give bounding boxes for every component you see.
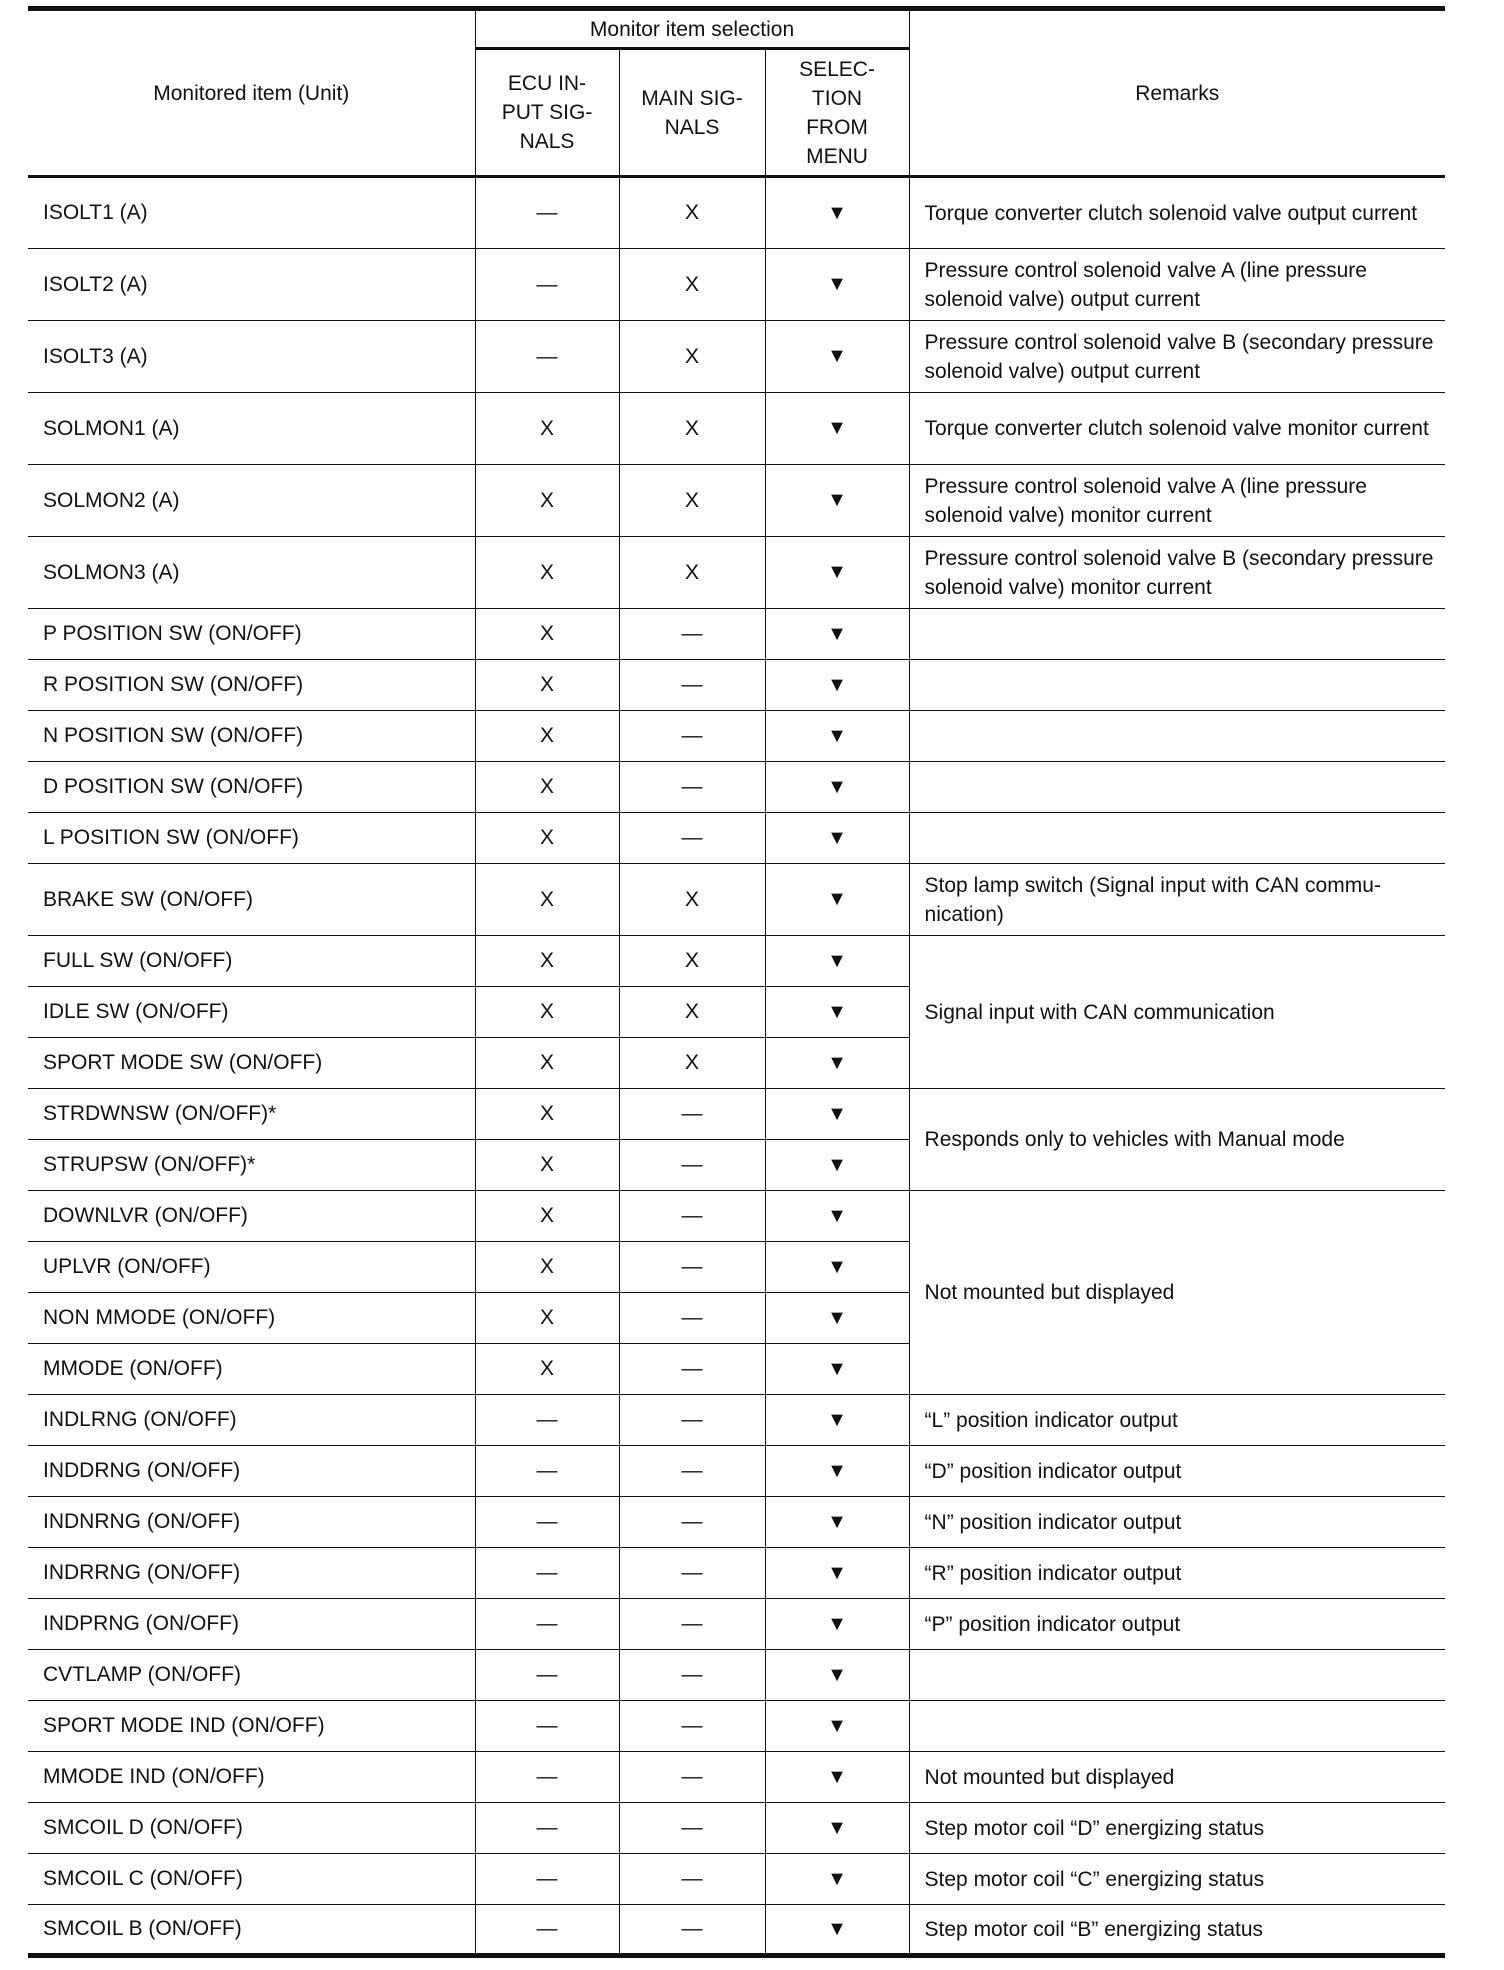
ecu-input-signals-cell: —	[475, 177, 619, 249]
monitored-item-cell: IDLE SW (ON/OFF)	[28, 987, 475, 1038]
table-row	[28, 465, 1445, 537]
table-row	[28, 660, 1445, 711]
ecu-input-signals-cell: —	[475, 1599, 619, 1650]
selection-from-menu-icon: ▼	[765, 660, 909, 711]
selection-from-menu-icon: ▼	[765, 1191, 909, 1242]
monitored-item-cell: BRAKE SW (ON/OFF)	[28, 864, 475, 936]
remarks-cell	[909, 1650, 1445, 1701]
header-ecu-input-signals: ECU IN- PUT SIG- NALS	[475, 49, 619, 177]
header-main-signals: MAIN SIG- NALS	[619, 49, 765, 177]
ecu-input-signals-cell: X	[475, 1140, 619, 1191]
main-signals-cell: —	[619, 813, 765, 864]
remarks-cell	[909, 1701, 1445, 1752]
selection-from-menu-icon: ▼	[765, 1599, 909, 1650]
table-row	[28, 393, 1445, 465]
ecu-input-signals-cell: X	[475, 609, 619, 660]
table-row	[28, 1497, 1445, 1548]
monitored-item-cell: ISOLT2 (A)	[28, 249, 475, 321]
monitored-item-cell: FULL SW (ON/OFF)	[28, 936, 475, 987]
selection-from-menu-icon: ▼	[765, 1140, 909, 1191]
main-signals-cell: —	[619, 1242, 765, 1293]
monitored-item-cell: D POSITION SW (ON/OFF)	[28, 762, 475, 813]
remarks-cell: Not mounted but displayed	[909, 1752, 1445, 1803]
selection-from-menu-icon: ▼	[765, 1548, 909, 1599]
monitored-item-cell: STRDWNSW (ON/OFF)*	[28, 1089, 475, 1140]
monitored-item-cell: R POSITION SW (ON/OFF)	[28, 660, 475, 711]
main-signals-cell: —	[619, 1089, 765, 1140]
selection-from-menu-icon: ▼	[765, 537, 909, 609]
table-row	[28, 321, 1445, 393]
selection-from-menu-icon: ▼	[765, 1038, 909, 1089]
ecu-input-signals-cell: —	[475, 1446, 619, 1497]
monitored-item-cell: SMCOIL B (ON/OFF)	[28, 1905, 475, 1956]
table-row	[28, 609, 1445, 660]
main-signals-cell: —	[619, 1752, 765, 1803]
ecu-input-signals-cell: X	[475, 864, 619, 936]
ecu-input-signals-cell: X	[475, 987, 619, 1038]
table-row	[28, 177, 1445, 249]
ecu-input-signals-cell: —	[475, 1395, 619, 1446]
monitored-item-cell: NON MMODE (ON/OFF)	[28, 1293, 475, 1344]
main-signals-cell: —	[619, 762, 765, 813]
remarks-cell: “P” position indicator output	[909, 1599, 1445, 1650]
main-signals-cell: X	[619, 537, 765, 609]
main-signals-cell: —	[619, 1548, 765, 1599]
remarks-cell	[909, 813, 1445, 864]
remarks-cell	[909, 609, 1445, 660]
selection-from-menu-icon: ▼	[765, 321, 909, 393]
remarks-cell: Step motor coil “D” energizing status	[909, 1803, 1445, 1854]
main-signals-cell: —	[619, 1446, 765, 1497]
selection-from-menu-icon: ▼	[765, 711, 909, 762]
main-signals-cell: X	[619, 1038, 765, 1089]
ecu-input-signals-cell: —	[475, 1548, 619, 1599]
main-signals-cell: —	[619, 1854, 765, 1905]
selection-from-menu-icon: ▼	[765, 1803, 909, 1854]
main-signals-cell: —	[619, 660, 765, 711]
monitored-item-cell: CVTLAMP (ON/OFF)	[28, 1650, 475, 1701]
monitored-item-cell: INDNRNG (ON/OFF)	[28, 1497, 475, 1548]
selection-from-menu-icon: ▼	[765, 1446, 909, 1497]
ecu-input-signals-cell: X	[475, 1089, 619, 1140]
table-row	[28, 537, 1445, 609]
remarks-cell: “D” position indicator output	[909, 1446, 1445, 1497]
selection-from-menu-icon: ▼	[765, 465, 909, 537]
monitored-item-cell: DOWNLVR (ON/OFF)	[28, 1191, 475, 1242]
main-signals-cell: —	[619, 1395, 765, 1446]
selection-from-menu-icon: ▼	[765, 1752, 909, 1803]
remarks-cell	[909, 762, 1445, 813]
ecu-input-signals-cell: X	[475, 711, 619, 762]
ecu-input-signals-cell: —	[475, 321, 619, 393]
table-row	[28, 1803, 1445, 1854]
main-signals-cell: X	[619, 177, 765, 249]
table-row	[28, 1599, 1445, 1650]
selection-from-menu-icon: ▼	[765, 1344, 909, 1395]
table-row	[28, 1752, 1445, 1803]
main-signals-cell: —	[619, 1191, 765, 1242]
table-row	[28, 1446, 1445, 1497]
ecu-input-signals-cell: X	[475, 936, 619, 987]
table-row	[28, 1650, 1445, 1701]
main-signals-cell: —	[619, 1293, 765, 1344]
remarks-cell: Pressure control solenoid valve A (line pressure solenoid valve) output current	[909, 249, 1445, 321]
table-row	[28, 762, 1445, 813]
monitored-item-cell: L POSITION SW (ON/OFF)	[28, 813, 475, 864]
main-signals-cell: X	[619, 249, 765, 321]
ecu-input-signals-cell: —	[475, 1650, 619, 1701]
main-signals-cell: X	[619, 987, 765, 1038]
selection-from-menu-icon: ▼	[765, 609, 909, 660]
selection-from-menu-icon: ▼	[765, 177, 909, 249]
ecu-input-signals-cell: X	[475, 537, 619, 609]
table-row	[28, 813, 1445, 864]
table-row	[28, 1701, 1445, 1752]
monitored-item-cell: ISOLT1 (A)	[28, 177, 475, 249]
table-row	[28, 1089, 1445, 1140]
selection-from-menu-icon: ▼	[765, 1854, 909, 1905]
monitored-item-cell: SMCOIL C (ON/OFF)	[28, 1854, 475, 1905]
selection-from-menu-icon: ▼	[765, 813, 909, 864]
ecu-input-signals-cell: X	[475, 393, 619, 465]
selection-from-menu-icon: ▼	[765, 1701, 909, 1752]
monitored-item-cell: SMCOIL D (ON/OFF)	[28, 1803, 475, 1854]
main-signals-cell: X	[619, 393, 765, 465]
ecu-input-signals-cell: X	[475, 1242, 619, 1293]
ecu-input-signals-cell: —	[475, 249, 619, 321]
remarks-cell: “L” position indicator output	[909, 1395, 1445, 1446]
remarks-cell: Step motor coil “C” energizing status	[909, 1854, 1445, 1905]
remarks-cell: “R” position indicator output	[909, 1548, 1445, 1599]
remarks-cell: Stop lamp switch (Signal input with CAN commu-nication)	[909, 864, 1445, 936]
ecu-input-signals-cell: —	[475, 1905, 619, 1956]
remarks-cell: Responds only to vehicles with Manual mode	[909, 1089, 1445, 1191]
remarks-cell: Pressure control solenoid valve B (secondary pressure solenoid valve) monitor current	[909, 537, 1445, 609]
selection-from-menu-icon: ▼	[765, 1650, 909, 1701]
main-signals-cell: X	[619, 864, 765, 936]
remarks-cell	[909, 711, 1445, 762]
remarks-cell: Not mounted but displayed	[909, 1191, 1445, 1395]
remarks-cell: Torque converter clutch solenoid valve monitor current	[909, 393, 1445, 465]
monitored-item-cell: INDLRNG (ON/OFF)	[28, 1395, 475, 1446]
selection-from-menu-icon: ▼	[765, 936, 909, 987]
selection-from-menu-icon: ▼	[765, 864, 909, 936]
monitor-item-table	[28, 6, 1445, 1958]
table-row	[28, 1191, 1445, 1242]
selection-from-menu-icon: ▼	[765, 1089, 909, 1140]
monitored-item-cell: SOLMON1 (A)	[28, 393, 475, 465]
selection-from-menu-icon: ▼	[765, 1905, 909, 1956]
remarks-cell	[909, 660, 1445, 711]
monitored-item-cell: P POSITION SW (ON/OFF)	[28, 609, 475, 660]
ecu-input-signals-cell: X	[475, 1293, 619, 1344]
monitored-item-cell: INDRRNG (ON/OFF)	[28, 1548, 475, 1599]
main-signals-cell: —	[619, 1140, 765, 1191]
main-signals-cell: —	[619, 1701, 765, 1752]
monitored-item-cell: INDPRNG (ON/OFF)	[28, 1599, 475, 1650]
main-signals-cell: X	[619, 465, 765, 537]
selection-from-menu-icon: ▼	[765, 1497, 909, 1548]
monitored-item-cell: SPORT MODE IND (ON/OFF)	[28, 1701, 475, 1752]
ecu-input-signals-cell: —	[475, 1854, 619, 1905]
main-signals-cell: —	[619, 609, 765, 660]
ecu-input-signals-cell: —	[475, 1497, 619, 1548]
selection-from-menu-icon: ▼	[765, 1395, 909, 1446]
remarks-cell: Signal input with CAN communication	[909, 936, 1445, 1089]
monitored-item-cell: SOLMON3 (A)	[28, 537, 475, 609]
remarks-cell: Pressure control solenoid valve A (line pressure solenoid valve) monitor current	[909, 465, 1445, 537]
table-row	[28, 864, 1445, 936]
monitored-item-cell: ISOLT3 (A)	[28, 321, 475, 393]
main-signals-cell: —	[619, 1803, 765, 1854]
monitored-item-cell: SOLMON2 (A)	[28, 465, 475, 537]
remarks-cell: Torque converter clutch solenoid valve output current	[909, 177, 1445, 249]
ecu-input-signals-cell: X	[475, 1344, 619, 1395]
header-selection-from-menu: SELEC- TION FROM MENU	[765, 49, 909, 177]
selection-from-menu-icon: ▼	[765, 249, 909, 321]
monitored-item-cell: MMODE IND (ON/OFF)	[28, 1752, 475, 1803]
main-signals-cell: X	[619, 321, 765, 393]
monitored-item-cell: MMODE (ON/OFF)	[28, 1344, 475, 1395]
ecu-input-signals-cell: —	[475, 1701, 619, 1752]
main-signals-cell: —	[619, 1344, 765, 1395]
ecu-input-signals-cell: —	[475, 1803, 619, 1854]
monitored-item-cell: STRUPSW (ON/OFF)*	[28, 1140, 475, 1191]
ecu-input-signals-cell: X	[475, 1191, 619, 1242]
table-row	[28, 711, 1445, 762]
main-signals-cell: —	[619, 1650, 765, 1701]
remarks-cell: Step motor coil “B” energizing status	[909, 1905, 1445, 1956]
ecu-input-signals-cell: X	[475, 813, 619, 864]
header-remarks: Remarks	[909, 9, 1445, 177]
table-row	[28, 1854, 1445, 1905]
main-signals-cell: —	[619, 1599, 765, 1650]
main-signals-cell: —	[619, 1905, 765, 1956]
selection-from-menu-icon: ▼	[765, 1293, 909, 1344]
monitored-item-cell: INDDRNG (ON/OFF)	[28, 1446, 475, 1497]
header-monitored-item: Monitored item (Unit)	[28, 9, 475, 177]
monitored-item-cell: UPLVR (ON/OFF)	[28, 1242, 475, 1293]
selection-from-menu-icon: ▼	[765, 1242, 909, 1293]
ecu-input-signals-cell: X	[475, 762, 619, 813]
remarks-cell: Pressure control solenoid valve B (secondary pressure solenoid valve) output current	[909, 321, 1445, 393]
monitored-item-cell: N POSITION SW (ON/OFF)	[28, 711, 475, 762]
main-signals-cell: —	[619, 1497, 765, 1548]
main-signals-cell: —	[619, 711, 765, 762]
ecu-input-signals-cell: X	[475, 1038, 619, 1089]
table-row	[28, 1548, 1445, 1599]
ecu-input-signals-cell: X	[475, 465, 619, 537]
remarks-cell: “N” position indicator output	[909, 1497, 1445, 1548]
selection-from-menu-icon: ▼	[765, 987, 909, 1038]
main-signals-cell: X	[619, 936, 765, 987]
selection-from-menu-icon: ▼	[765, 762, 909, 813]
header-monitor-item-selection: Monitor item selection	[475, 9, 909, 49]
table-row	[28, 936, 1445, 987]
monitored-item-cell: SPORT MODE SW (ON/OFF)	[28, 1038, 475, 1089]
ecu-input-signals-cell: —	[475, 1752, 619, 1803]
table-row	[28, 1395, 1445, 1446]
ecu-input-signals-cell: X	[475, 660, 619, 711]
selection-from-menu-icon: ▼	[765, 393, 909, 465]
table-body	[28, 177, 1445, 1956]
table-row	[28, 1905, 1445, 1956]
table-row	[28, 249, 1445, 321]
